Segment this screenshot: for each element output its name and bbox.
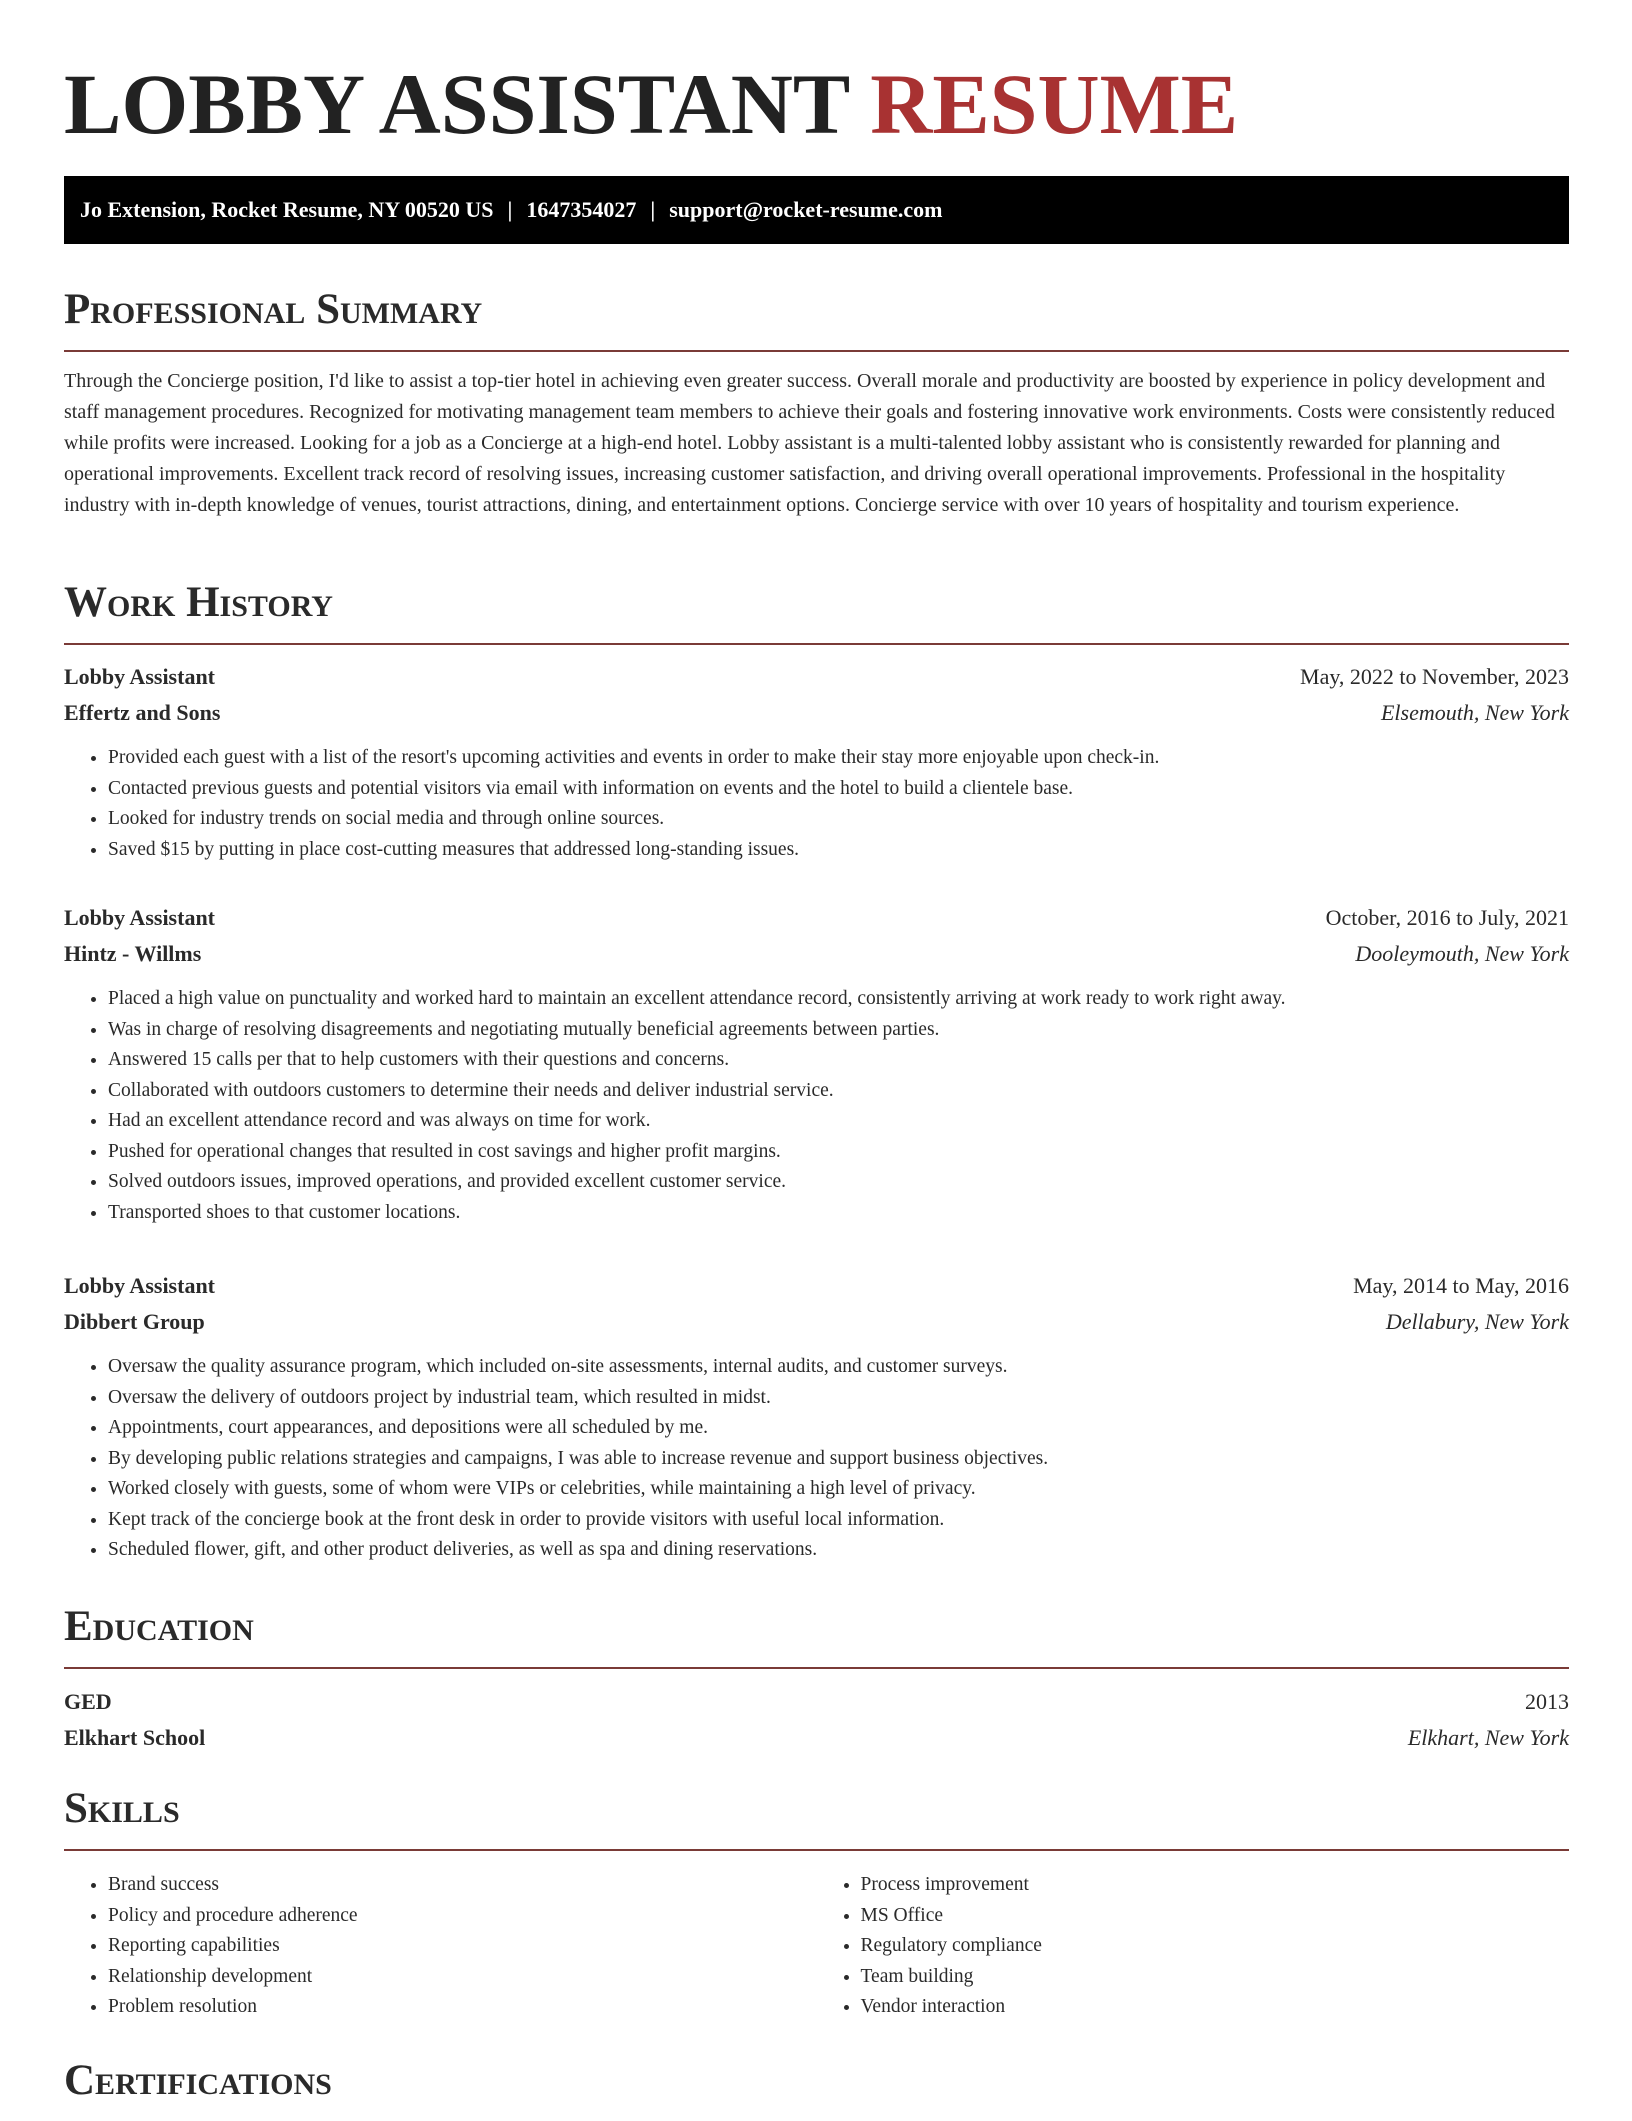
job-entry <box>64 900 1569 1228</box>
contact-email: support@rocket-resume.com <box>669 197 943 222</box>
contact-separator: | <box>507 197 513 222</box>
job-duty: • Had an excellent attendance record and was always on time for work. <box>108 1106 1569 1137</box>
job-duty: • Placed a high value on punctuality and worked hard to maintain an excellent attendance record, consistently arriving at work ready to work right away. <box>108 984 1569 1015</box>
job-company: Dibbert Group <box>64 1309 205 1334</box>
job-location: Dooleymouth, New York <box>1355 941 1569 966</box>
job-company: Effertz and Sons <box>64 700 221 725</box>
skill-item: • Vendor interaction <box>861 1992 1570 2023</box>
job-duty: • Answered 15 calls per that to help customers with their questions and concerns. <box>108 1045 1569 1076</box>
summary-text: Through the Concierge position, I'd like to assist a top-tier hotel in achieving even greater success. Overall morale and productivity are boosted by experience in policy development and staff management procedures. Recognized for motivating management team members to achieve their goals and fostering innovative work environments. Costs were consistently reduced while profits were increased. Looking for a job as a Concierge at a high-end hotel. Lobby assistant is a multi-talented lobby assistant who is consistently rewarded for planning and operational improvements. Excellent track record of resolving issues, increasing customer satisfaction, and driving overall operational improvements. Professional in the hospitality industry with in-depth knowledge of venues, tourist attractions, dining, and entertainment options. Concierge service with over 10 years of hospitality and tourism experience. <box>64 370 1555 516</box>
job-entry <box>64 659 1569 865</box>
job-dates: May, 2022 to November, 2023 <box>1300 664 1569 689</box>
skill-item: • Reporting capabilities <box>108 1931 817 1962</box>
job-duty: • Looked for industry trends on social media and through online sources. <box>108 804 1569 835</box>
contact-bar <box>64 176 1569 244</box>
job-title: Lobby Assistant <box>64 1273 216 1298</box>
job-duty: • Pushed for operational changes that resulted in cost savings and higher profit margins. <box>108 1137 1569 1168</box>
job-duty: • Oversaw the quality assurance program, which included on-site assessments, internal audits, and customer surveys. <box>108 1352 1569 1383</box>
job-duty: • Oversaw the delivery of outdoors project by industrial team, which resulted in midst. <box>108 1383 1569 1414</box>
skills-heading: Skills <box>64 1783 1569 1851</box>
job-duties <box>64 984 1569 1228</box>
education-heading: Education <box>64 1601 1569 1669</box>
job-duty: • Appointments, court appearances, and depositions were all scheduled by me. <box>108 1413 1569 1444</box>
job-location: Dellabury, New York <box>1385 1309 1569 1334</box>
skill-item: • Brand success <box>108 1870 817 1901</box>
skill-item: • MS Office <box>861 1901 1570 1932</box>
job-dates: May, 2014 to May, 2016 <box>1353 1273 1569 1298</box>
summary-heading: Professional Summary <box>64 284 1569 352</box>
job-duty: • Saved $15 by putting in place cost-cutting measures that addressed long-standing issues. <box>108 835 1569 866</box>
job-duty: • Scheduled flower, gift, and other product deliveries, as well as spa and dining reservations. <box>108 1535 1569 1566</box>
title-accent: RESUME <box>870 56 1239 152</box>
education-location: Elkhart, New York <box>1407 1725 1569 1750</box>
job-duties <box>64 1352 1569 1566</box>
job-duty: • Worked closely with guests, some of whom were VIPs or celebrities, while maintaining a high level of privacy. <box>108 1474 1569 1505</box>
work-history-heading: Work History <box>64 577 1569 645</box>
job-entry <box>64 1268 1569 1566</box>
skill-item: • Policy and procedure adherence <box>108 1901 817 1932</box>
skill-item: • Relationship development <box>108 1962 817 1993</box>
skills-column-left <box>64 1870 817 2023</box>
certifications-heading: Certifications <box>64 2057 332 2104</box>
skill-item: • Regulatory compliance <box>861 1931 1570 1962</box>
skills-column-right <box>817 1870 1570 2023</box>
skill-item: • Team building <box>861 1962 1570 1993</box>
job-duty: • By developing public relations strategies and campaigns, I was able to increase revenue and support business objectives. <box>108 1444 1569 1475</box>
contact-address: Jo Extension, Rocket Resume, NY 00520 US <box>80 197 494 222</box>
job-dates: October, 2016 to July, 2021 <box>1325 905 1569 930</box>
title-main: LOBBY ASSISTANT <box>64 56 849 152</box>
resume-title <box>64 56 1238 152</box>
job-title: Lobby Assistant <box>64 664 216 689</box>
contact-separator: | <box>650 197 656 222</box>
job-duty: • Was in charge of resolving disagreements and negotiating mutually beneficial agreements between parties. <box>108 1015 1569 1046</box>
education-year: 2013 <box>1525 1689 1569 1714</box>
job-company: Hintz - Willms <box>64 941 202 966</box>
education-school: Elkhart School <box>64 1725 206 1750</box>
education-entry <box>64 1684 1569 1756</box>
job-duty: • Solved outdoors issues, improved operations, and provided excellent customer service. <box>108 1167 1569 1198</box>
education-degree: GED <box>64 1689 112 1714</box>
job-duty: • Collaborated with outdoors customers to determine their needs and deliver industrial service. <box>108 1076 1569 1107</box>
job-duty: • Transported shoes to that customer locations. <box>108 1198 1569 1229</box>
skill-item: • Process improvement <box>861 1870 1570 1901</box>
contact-phone: 1647354027 <box>526 197 637 222</box>
job-title: Lobby Assistant <box>64 905 216 930</box>
job-duty: • Contacted previous guests and potential visitors via email with information on events and the hotel to build a clientele base. <box>108 774 1569 805</box>
job-duties <box>64 743 1569 865</box>
skill-item: • Problem resolution <box>108 1992 817 2023</box>
skills-list <box>64 1870 1569 2023</box>
job-duty: • Kept track of the concierge book at the front desk in order to provide visitors with useful local information. <box>108 1505 1569 1536</box>
job-location: Elsemouth, New York <box>1380 700 1569 725</box>
job-duty: • Provided each guest with a list of the resort's upcoming activities and events in order to make their stay more enjoyable upon check-in. <box>108 743 1569 774</box>
